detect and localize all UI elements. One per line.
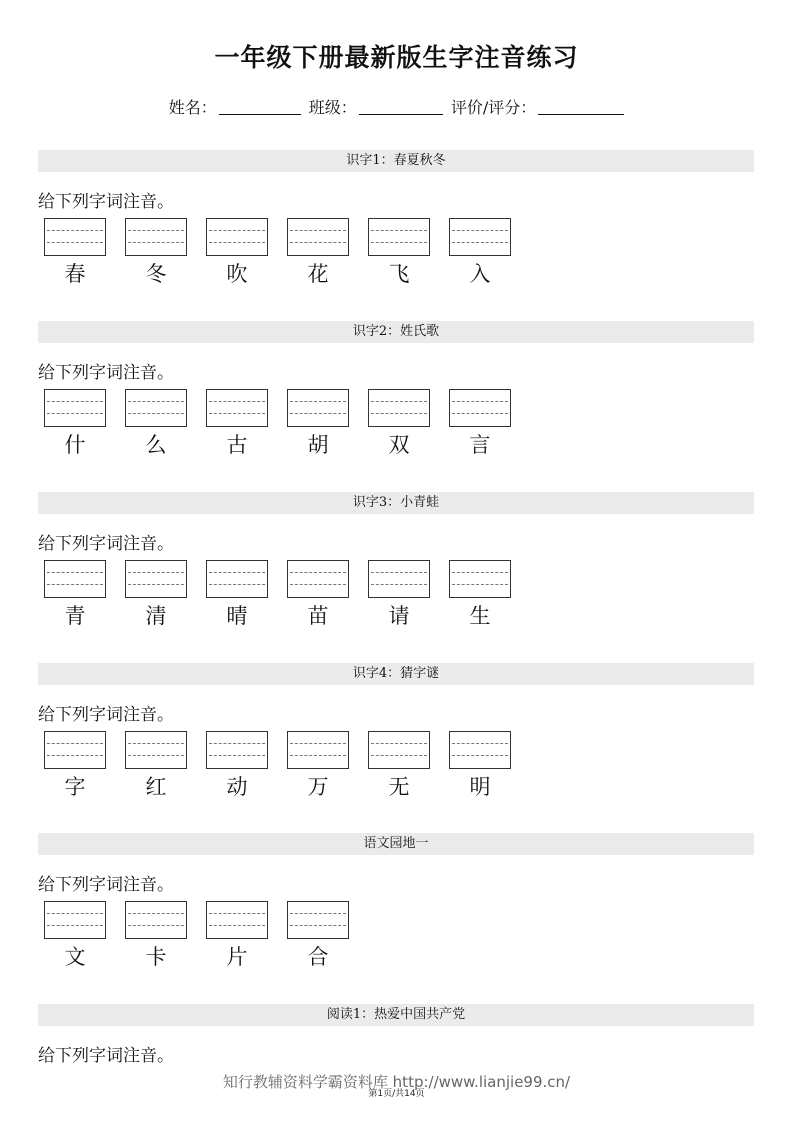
hanzi: 什 xyxy=(64,433,86,457)
hanzi: 青 xyxy=(64,604,86,628)
pinyin-box[interactable] xyxy=(368,731,430,769)
hanzi: 古 xyxy=(226,433,248,457)
hanzi: 言 xyxy=(469,433,491,457)
score-label: 评价/评分： xyxy=(450,98,537,117)
instruction-1: 给下列字词注音。 xyxy=(38,192,174,212)
class-label: 班级： xyxy=(308,98,357,117)
pinyin-box[interactable] xyxy=(44,901,106,939)
char-cell xyxy=(449,389,511,458)
score-field xyxy=(451,95,624,118)
pinyin-box[interactable] xyxy=(287,218,349,256)
char-cell xyxy=(287,901,349,970)
char-cell xyxy=(449,731,511,800)
char-cell xyxy=(206,389,268,458)
char-row-2 xyxy=(44,389,530,458)
pinyin-box[interactable] xyxy=(287,389,349,427)
char-cell xyxy=(368,731,430,800)
hanzi: 晴 xyxy=(226,604,248,628)
char-cell xyxy=(125,731,187,800)
pinyin-box[interactable] xyxy=(125,218,187,256)
char-cell xyxy=(125,901,187,970)
pinyin-box[interactable] xyxy=(449,560,511,598)
char-cell xyxy=(44,560,106,629)
class-field xyxy=(309,95,443,118)
char-cell xyxy=(125,560,187,629)
pinyin-box[interactable] xyxy=(368,560,430,598)
char-cell xyxy=(449,218,511,287)
char-cell xyxy=(206,218,268,287)
char-cell xyxy=(368,389,430,458)
section-heading-1: 识字1：春夏秋冬 xyxy=(38,150,754,172)
pinyin-box[interactable] xyxy=(206,731,268,769)
pinyin-box[interactable] xyxy=(287,560,349,598)
pinyin-box[interactable] xyxy=(44,560,106,598)
pinyin-box[interactable] xyxy=(125,731,187,769)
char-row-1 xyxy=(44,218,530,287)
hanzi: 花 xyxy=(307,262,329,286)
hanzi: 生 xyxy=(469,604,491,628)
page-number: 第1页/共14页 xyxy=(368,1089,425,1099)
hanzi: 苗 xyxy=(307,604,329,628)
hanzi: 无 xyxy=(388,775,410,799)
char-cell xyxy=(287,389,349,458)
section-heading-2: 识字2：姓氏歌 xyxy=(38,321,754,343)
char-cell xyxy=(44,731,106,800)
hanzi: 春 xyxy=(64,262,86,286)
instruction-4: 给下列字词注音。 xyxy=(38,705,174,725)
hanzi: 字 xyxy=(64,775,86,799)
pinyin-box[interactable] xyxy=(287,731,349,769)
char-cell xyxy=(206,560,268,629)
char-cell xyxy=(206,731,268,800)
hanzi: 入 xyxy=(469,262,491,286)
score-blank[interactable] xyxy=(538,114,624,115)
pinyin-box[interactable] xyxy=(44,389,106,427)
instruction-5: 给下列字词注音。 xyxy=(38,875,174,895)
pinyin-box[interactable] xyxy=(287,901,349,939)
char-row-4 xyxy=(44,731,530,800)
pinyin-box[interactable] xyxy=(206,901,268,939)
hanzi: 双 xyxy=(388,433,410,457)
char-row-3 xyxy=(44,560,530,629)
page-title: 一年级下册最新版生字注音练习 xyxy=(214,43,579,72)
hanzi: 飞 xyxy=(388,262,410,286)
hanzi: 片 xyxy=(226,945,248,969)
hanzi: 吹 xyxy=(226,262,248,286)
class-blank[interactable] xyxy=(359,114,443,115)
char-cell xyxy=(206,901,268,970)
pinyin-box[interactable] xyxy=(449,218,511,256)
instruction-2: 给下列字词注音。 xyxy=(38,363,174,383)
hanzi: 红 xyxy=(145,775,167,799)
pinyin-box[interactable] xyxy=(44,731,106,769)
name-field xyxy=(169,95,301,118)
hanzi: 明 xyxy=(469,775,491,799)
hanzi: 万 xyxy=(307,775,329,799)
pinyin-box[interactable] xyxy=(449,389,511,427)
char-cell xyxy=(287,218,349,287)
hanzi: 合 xyxy=(307,945,329,969)
char-cell xyxy=(125,389,187,458)
pinyin-box[interactable] xyxy=(206,560,268,598)
pinyin-box[interactable] xyxy=(368,389,430,427)
hanzi: 冬 xyxy=(145,262,167,286)
pinyin-box[interactable] xyxy=(44,218,106,256)
section-heading-4: 识字4：猜字谜 xyxy=(38,663,754,685)
char-cell xyxy=(287,731,349,800)
pinyin-box[interactable] xyxy=(125,901,187,939)
watermark-footer: 知行教辅资料学霸资料库 http://www.lianjie99.cn/ xyxy=(222,1073,571,1091)
instruction-3: 给下列字词注音。 xyxy=(38,534,174,554)
pinyin-box[interactable] xyxy=(449,731,511,769)
hanzi: 动 xyxy=(226,775,248,799)
pinyin-box[interactable] xyxy=(206,218,268,256)
char-cell xyxy=(125,218,187,287)
pinyin-box[interactable] xyxy=(125,389,187,427)
pinyin-box[interactable] xyxy=(125,560,187,598)
name-blank[interactable] xyxy=(219,114,301,115)
char-cell xyxy=(368,218,430,287)
char-cell xyxy=(287,560,349,629)
section-heading-3: 识字3：小青蛙 xyxy=(38,492,754,514)
hanzi: 清 xyxy=(145,604,167,628)
student-info-row xyxy=(0,95,793,118)
char-cell xyxy=(44,901,106,970)
char-row-5 xyxy=(44,901,368,970)
char-cell xyxy=(368,560,430,629)
hanzi: 胡 xyxy=(307,433,329,457)
section-heading-6: 阅读1：热爱中国共产党 xyxy=(38,1004,754,1026)
instruction-6: 给下列字词注音。 xyxy=(38,1046,174,1066)
char-cell xyxy=(449,560,511,629)
pinyin-box[interactable] xyxy=(368,218,430,256)
pinyin-box[interactable] xyxy=(206,389,268,427)
hanzi: 文 xyxy=(64,945,86,969)
hanzi: 卡 xyxy=(145,945,167,969)
name-label: 姓名： xyxy=(168,98,217,117)
section-heading-5: 语文园地一 xyxy=(38,833,754,855)
hanzi: 请 xyxy=(388,604,410,628)
char-cell xyxy=(44,218,106,287)
char-cell xyxy=(44,389,106,458)
hanzi: 么 xyxy=(145,433,167,457)
